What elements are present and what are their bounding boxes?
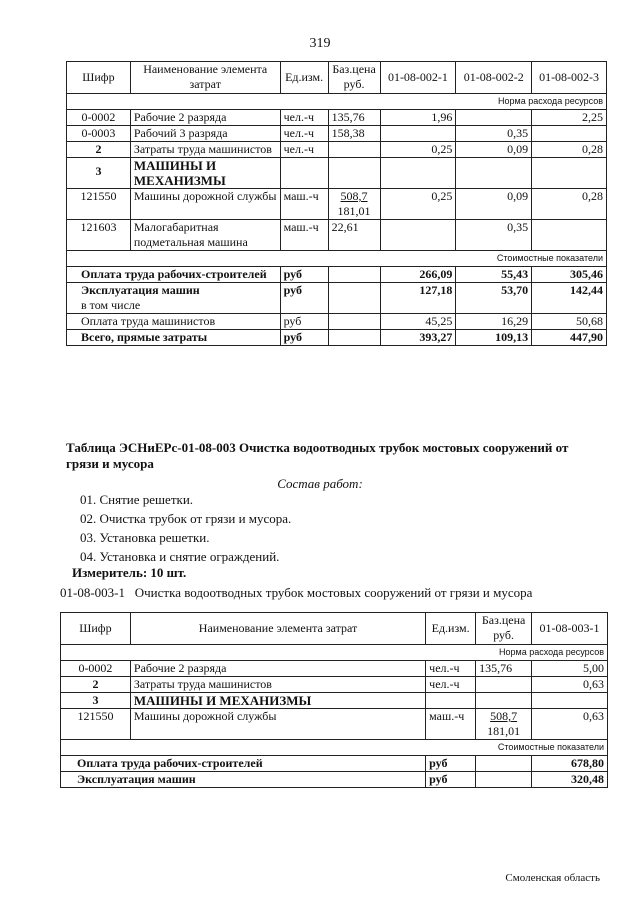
sostav-heading: Состав работ: [277, 476, 363, 491]
section-title: Таблица ЭСНиЕРс-01-08-003 Очистка водоотводных трубок мостовых сооружений от грязи и мусора [66, 440, 569, 471]
norma-label: Норма расхода ресурсов [67, 94, 607, 110]
cost-row: Всего, прямые затраты руб 393,27 109,13 447,90 [67, 330, 607, 346]
item-code: 01-08-003-1 [60, 585, 125, 600]
table-row: 0-0002 Рабочие 2 разряда чел.-ч 135,76 5,00 [61, 661, 608, 677]
header-unit: Ед.изм. [280, 62, 328, 94]
header-code: Шифр [67, 62, 131, 94]
header-col-1: 01-08-003-1 [532, 613, 608, 645]
table-row: 2 Затраты труда машинистов чел.-ч 0,63 [61, 677, 608, 693]
item-name: Очистка водоотводных трубок мостовых сооружений от грязи и мусора [134, 585, 533, 600]
cost-row: Эксплуатация машин руб 320,48 [61, 772, 608, 788]
list-item: 04. Установка и снятие ограждений. [80, 549, 280, 564]
table-header-row [67, 62, 607, 94]
cost-row: Оплата труда рабочих-строителей руб 266,09 55,43 305,46 [67, 267, 607, 283]
page-number: 319 [309, 36, 331, 51]
header-price: Баз.цена руб. [476, 613, 532, 645]
measure-unit: Измеритель: 10 шт. [72, 565, 187, 580]
header-unit: Ед.изм. [426, 613, 476, 645]
header-code: Шифр [61, 613, 131, 645]
table-row: 3 МАШИНЫ И МЕХАНИЗМЫ [61, 693, 608, 709]
table-row: 3 МАШИНЫ И МЕХАНИЗМЫ [67, 158, 607, 189]
works-list [80, 490, 291, 566]
cost-row: Оплата труда машинистов руб 45,25 16,29 50,68 [67, 314, 607, 330]
table-header-row [61, 613, 608, 645]
cost-label: Стоимостные показатели [67, 251, 607, 267]
header-price: Баз.цена руб. [328, 62, 380, 94]
header-name: Наименование элемента затрат [130, 62, 280, 94]
header-col-1: 01-08-002-1 [380, 62, 456, 94]
list-item: 03. Установка решетки. [80, 530, 210, 545]
list-item: 02. Очистка трубок от грязи и мусора. [80, 511, 292, 526]
header-col-2: 01-08-002-2 [456, 62, 532, 94]
list-item: 01. Снятие решетки. [80, 492, 194, 507]
table-row: 2 Затраты труда машинистов чел.-ч 0,25 0,09 0,28 [67, 142, 607, 158]
table-row: 121603 Малогабаритная подметальная машина маш.-ч 22,61 0,35 [67, 220, 607, 251]
footer-region: Смоленская область [505, 872, 600, 884]
table-row: 121550 Машины дорожной службы маш.-ч 508,7 181,01 0,25 0,09 0,28 [67, 189, 607, 220]
header-name: Наименование элемента затрат [130, 613, 425, 645]
table-row: 0-0003 Рабочий 3 разряда чел.-ч 158,38 0,35 [67, 126, 607, 142]
resource-table-01-08-003 [60, 612, 608, 788]
table-row: 121550 Машины дорожной службы маш.-ч 508,7 181,01 0,63 [61, 709, 608, 740]
cost-row: Оплата труда рабочих-строителей руб 678,80 [61, 756, 608, 772]
norma-label: Норма расхода ресурсов [61, 645, 608, 661]
cost-row: Эксплуатация машин в том числе руб 127,18 53,70 142,44 [67, 283, 607, 314]
table-row: 0-0002 Рабочие 2 разряда чел.-ч 135,76 1,96 2,25 [67, 110, 607, 126]
item-heading [60, 585, 532, 601]
header-col-3: 01-08-002-3 [532, 62, 607, 94]
cost-label: Стоимостные показатели [61, 740, 608, 756]
resource-table-01-08-002 [66, 61, 607, 346]
